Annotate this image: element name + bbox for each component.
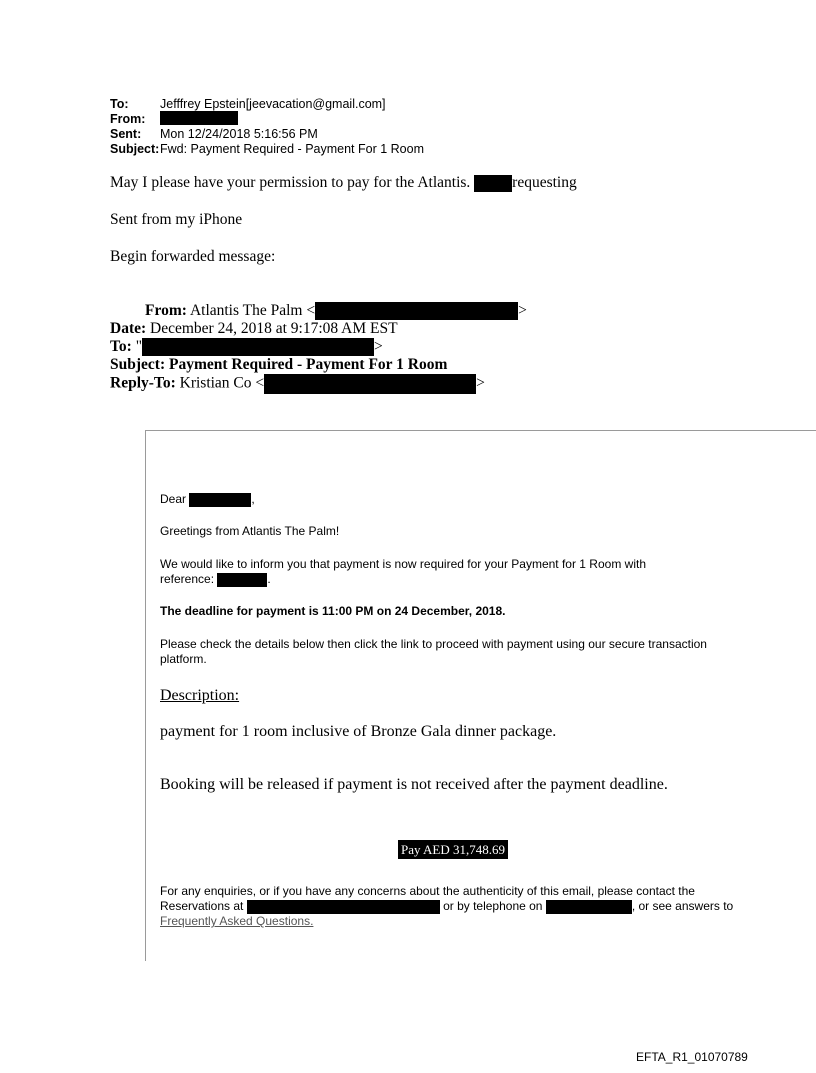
document-id: EFTA_R1_01070789 [636, 1050, 748, 1064]
enquiry-line-1: For any enquiries, or if you have any concerns about the authenticity of this email, please contact the [160, 884, 695, 898]
period: . [267, 572, 271, 586]
dear-text: Dear [160, 492, 187, 506]
reservations-text: Reservations at [160, 899, 244, 913]
fwd-subject-row [110, 356, 447, 374]
fwd-subject-label: Subject: [110, 356, 166, 373]
inform-line-2 [160, 572, 760, 587]
fwd-subject-value: Payment Required - Payment For 1 Room [168, 356, 448, 373]
inform-paragraph [160, 557, 760, 587]
faq-link[interactable]: Frequently Asked Questions. [160, 914, 314, 928]
subject-value: Fwd: Payment Required - Payment For 1 Room [160, 142, 424, 156]
dear-line [160, 492, 255, 507]
redaction [160, 111, 238, 125]
redaction [142, 338, 374, 356]
description-text: payment for 1 room inclusive of Bronze Gala dinner package. [160, 723, 557, 740]
to-label: To: [110, 97, 129, 111]
fwd-from-value: Atlantis The Palm < [189, 302, 316, 319]
email-header [110, 97, 510, 161]
sent-value: Mon 12/24/2018 5:16:56 PM [160, 127, 318, 141]
enquiry-paragraph [160, 884, 800, 929]
greeting: Greetings from Atlantis The Palm! [160, 524, 340, 538]
close-bracket: > [476, 374, 485, 392]
email-frame [145, 430, 816, 961]
sent-label: Sent: [110, 127, 142, 141]
to-value: Jefffrey Epstein[jeevacation@gmail.com] [160, 97, 386, 111]
faq-prefix-text: , or see answers to [631, 899, 734, 913]
fwd-replyto-row [110, 374, 485, 394]
enquiry-line-2 [160, 899, 800, 914]
fwd-to-label: To: [110, 338, 132, 355]
check-paragraph [160, 637, 800, 667]
redaction [247, 900, 440, 914]
permission-text: May I please have your permission to pay for the Atlantis. [110, 174, 471, 191]
deadline-notice: The deadline for payment is 11:00 PM on 24 December, 2018. [160, 604, 506, 618]
fwd-replyto-label: Reply-To: [110, 374, 176, 392]
fwd-from-row [145, 302, 527, 320]
redaction [264, 374, 476, 394]
forward-intro: Begin forwarded message: [110, 248, 276, 265]
reference-label: reference: [160, 572, 215, 586]
fwd-date-label: Date: [110, 320, 147, 337]
description-label: Description: [160, 687, 240, 704]
requesting-text: requesting [512, 174, 577, 191]
subject-label: Subject: [110, 142, 160, 156]
release-notice: Booking will be released if payment is not received after the payment deadline. [160, 776, 668, 793]
check-line-2: platform. [160, 652, 207, 666]
redaction [315, 302, 518, 320]
fwd-date-value: December 24, 2018 at 9:17:08 AM EST [150, 320, 398, 337]
redaction [474, 175, 512, 192]
redaction [546, 900, 632, 914]
permission-line [110, 174, 577, 192]
fwd-replyto-value: Kristian Co < [179, 374, 265, 392]
fwd-to-value: " [135, 338, 143, 355]
fwd-date-row [110, 320, 398, 338]
from-label: From: [110, 112, 146, 126]
redaction [189, 493, 251, 507]
fwd-to-row [110, 338, 383, 356]
inform-line-1: We would like to inform you that payment is now required for your Payment for 1 Room with [160, 557, 646, 571]
redaction [217, 573, 267, 587]
pay-button[interactable]: Pay AED 31,748.69 [398, 840, 508, 859]
telephone-text: or by telephone on [443, 899, 543, 913]
check-line-1: Please check the details below then click the link to proceed with payment using our secure transaction [160, 637, 707, 651]
close-bracket: > [374, 338, 383, 355]
comma: , [251, 492, 255, 506]
fwd-from-label: From: [145, 302, 187, 319]
close-bracket: > [518, 302, 527, 319]
signature: Sent from my iPhone [110, 211, 243, 228]
